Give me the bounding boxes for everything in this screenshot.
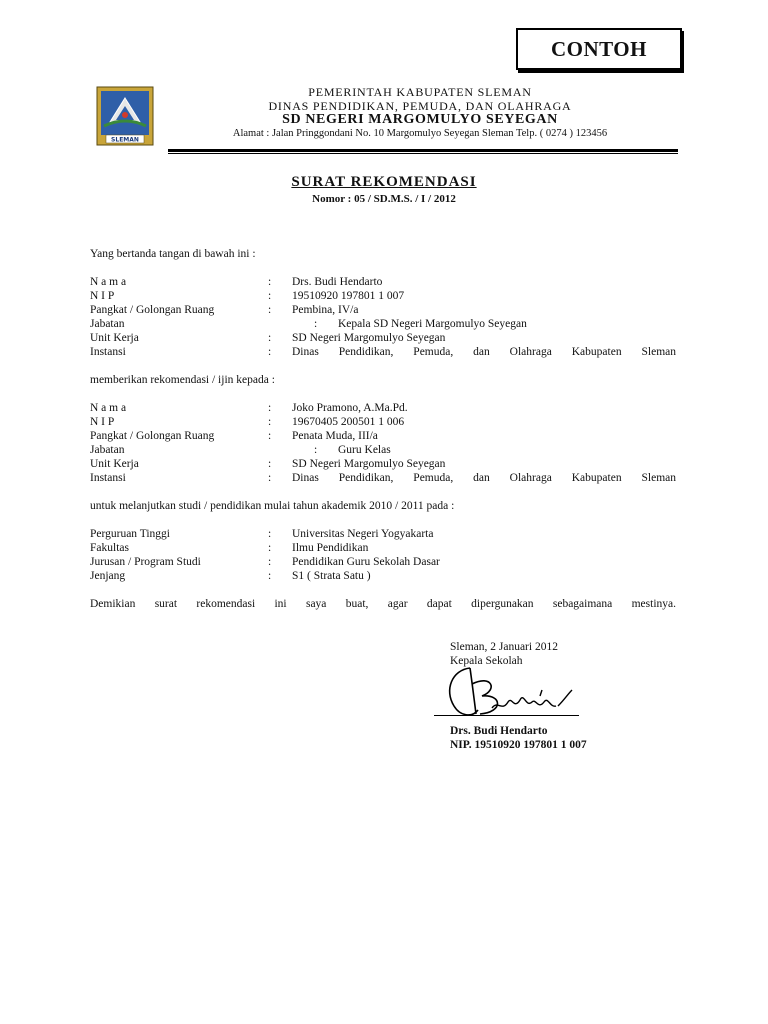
colon: : (268, 542, 272, 554)
signature-icon (432, 660, 582, 720)
colon: : (314, 318, 318, 330)
faculty: Ilmu Pendidikan (292, 542, 369, 554)
faculty-label: Fakultas (90, 542, 129, 554)
colon: : (268, 346, 272, 358)
signer-agency-label: Instansi (90, 346, 126, 358)
signer-rank-label: Pangkat / Golongan Ruang (90, 304, 215, 316)
signer-rank: Pembina, IV/a (292, 304, 359, 316)
letterhead-rule-thick (168, 149, 678, 152)
program-label: Jurusan / Program Studi (90, 556, 201, 568)
signer-position-label: Jabatan (90, 318, 125, 330)
colon: : (268, 472, 272, 484)
recipient-rank-label: Pangkat / Golongan Ruang (90, 430, 215, 442)
signer-name: Drs. Budi Hendarto (292, 276, 383, 288)
place-date: Sleman, 2 Januari 2012 (450, 641, 558, 653)
closing-text: Demikian surat rekomendasi ini saya buat, agar dapat dipergunakan sebagaimana mestinya. (90, 598, 676, 610)
signer-unit: SD Negeri Margomulyo Seyegan (292, 332, 446, 344)
signer-name-label: N a m a (90, 276, 127, 288)
university: Universitas Negeri Yogyakarta (292, 528, 434, 540)
signer-nip-label: N I P (90, 290, 115, 302)
colon: : (268, 416, 272, 428)
program: Pendidikan Guru Sekolah Dasar (292, 556, 440, 568)
kop-line-1: PEMERINTAH KABUPATEN SLEMAN (308, 85, 532, 99)
recipient-name-label: N a m a (90, 402, 127, 414)
letter-title: SURAT REKOMENDASI (291, 174, 477, 190)
study-intro: untuk melanjutkan studi / pendidikan mulai tahun akademik 2010 / 2011 pada : (90, 500, 455, 512)
colon: : (268, 332, 272, 344)
colon: : (268, 570, 272, 582)
signer-printed-name: Drs. Budi Hendarto (450, 725, 548, 737)
signer-unit-label: Unit Kerja (90, 332, 139, 344)
colon: : (268, 304, 272, 316)
recipient-unit: SD Negeri Margomulyo Seyegan (292, 458, 446, 470)
recipient-agency-label: Instansi (90, 472, 126, 484)
kop-school-name: SD NEGERI MARGOMULYO SEYEGAN (282, 112, 558, 127)
colon: : (268, 402, 272, 414)
signer-position: Kepala SD Negeri Margomulyo Seyegan (338, 318, 527, 330)
university-label: Perguruan Tinggi (90, 528, 170, 540)
colon: : (268, 556, 272, 568)
sleman-logo-icon (96, 86, 154, 146)
recipient-unit-label: Unit Kerja (90, 458, 139, 470)
colon: : (268, 430, 272, 442)
signer-agency: Dinas Pendidikan, Pemuda, dan Olahraga Kabupaten Sleman (292, 346, 676, 358)
level: S1 ( Strata Satu ) (292, 570, 371, 582)
signer-printed-nip: NIP. 19510920 197801 1 007 (450, 739, 587, 751)
colon: : (268, 458, 272, 470)
middle-text: memberikan rekomendasi / ijin kepada : (90, 374, 275, 386)
intro-text: Yang bertanda tangan di bawah ini : (90, 248, 256, 260)
recipient-rank: Penata Muda, III/a (292, 430, 378, 442)
recipient-name: Joko Pramono, A.Ma.Pd. (292, 402, 408, 414)
colon: : (314, 444, 318, 456)
colon: : (268, 528, 272, 540)
recipient-position: Guru Kelas (338, 444, 391, 456)
logo-text: SLEMAN (111, 136, 139, 144)
recipient-nip-label: N I P (90, 416, 115, 428)
kop-address: Alamat : Jalan Pringgondani No. 10 Margomulyo Seyegan Sleman Telp. ( 0274 ) 123456 (232, 128, 608, 139)
kop-line-2: DINAS PENDIDIKAN, PEMUDA, DAN OLAHRAGA (268, 99, 572, 113)
letterhead-rule-thin (168, 153, 678, 154)
colon: : (268, 276, 272, 288)
contoh-stamp: CONTOH (516, 28, 682, 70)
recipient-nip: 19670405 200501 1 006 (292, 416, 405, 428)
signature-line (434, 715, 579, 716)
recipient-agency: Dinas Pendidikan, Pemuda, dan Olahraga Kabupaten Sleman (292, 472, 676, 484)
letter-number: Nomor : 05 / SD.M.S. / I / 2012 (312, 193, 456, 205)
level-label: Jenjang (90, 570, 126, 582)
signer-title: Kepala Sekolah (450, 655, 523, 667)
colon: : (268, 290, 272, 302)
signer-nip: 19510920 197801 1 007 (292, 290, 405, 302)
recipient-position-label: Jabatan (90, 444, 125, 456)
